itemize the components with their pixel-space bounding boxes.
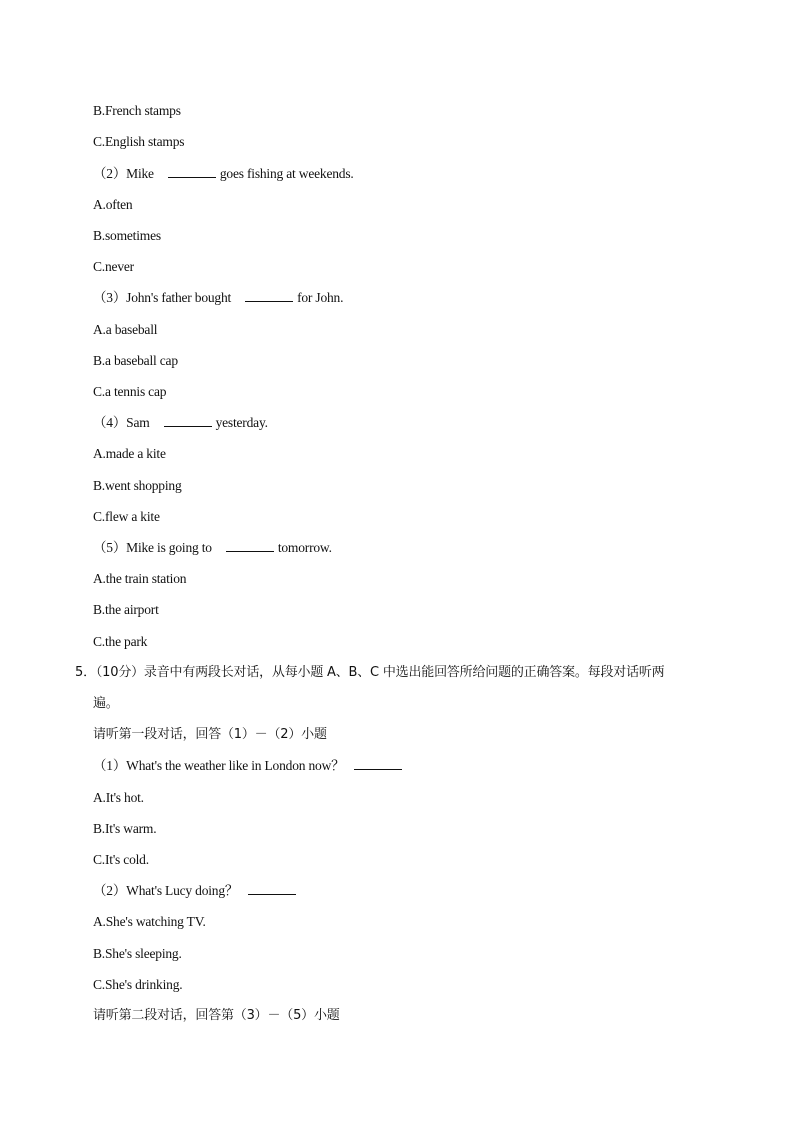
option-1b: B.French stamps [93,103,181,118]
question-2-suffix: goes fishing at weekends. [219,166,354,181]
option-1c: C.English stamps [93,134,185,149]
option-3b: B.a baseball cap [93,353,178,368]
option-4c: C.flew a kite [93,509,160,524]
answer-blank[interactable] [226,539,274,552]
dialogue-1-option-c: C.It's cold. [93,852,149,867]
dialogue-2-instruction: 请听第二段对话，回答第（3）－（5）小题 [93,1008,340,1023]
answer-blank[interactable] [164,414,212,427]
question-5-heading-continued: 遍。 [93,696,119,711]
dialogue-1-option-a: A.It's hot. [93,790,144,805]
answer-blank[interactable] [354,757,402,770]
dialogue-question-2-text: （2）What's Lucy doing？ [93,883,239,898]
option-3a: A.a baseball [93,322,158,337]
question-5-suffix: tomorrow. [277,540,332,555]
dialogue-question-1 [93,757,406,775]
answer-blank[interactable] [245,289,293,302]
question-4-suffix: yesterday. [215,415,268,430]
dialogue-question-2 [93,882,300,900]
option-5c: C.the park [93,634,148,649]
answer-blank[interactable] [248,882,296,895]
dialogue-question-1-text: （1）What's the weather like in London now？ [93,758,345,773]
option-4b: B.went shopping [93,478,182,493]
question-4 [93,414,268,432]
option-2c: C.never [93,259,134,274]
option-4a: A.made a kite [93,446,166,461]
question-5-heading: 5．（10分）录音中有两段长对话，从每小题 A、B、C 中选出能回答所给问题的正确答案。每段对话听两 [75,665,665,680]
option-2b: B.sometimes [93,228,161,243]
dialogue-2-option-a: A.She's watching TV. [93,914,206,929]
option-5b: B.the airport [93,602,159,617]
dialogue-2-option-b: B.She's sleeping. [93,946,182,961]
question-3-suffix: for John. [297,290,344,305]
question-2-prefix: （2）Mike [93,166,154,181]
question-5-prefix: （5）Mike is going to [93,540,212,555]
option-5a: A.the train station [93,571,187,586]
question-2 [93,165,354,183]
option-2a: A.often [93,197,133,212]
question-5 [93,539,332,557]
dialogue-1-option-b: B.It's warm. [93,821,157,836]
dialogue-2-option-c: C.She's drinking. [93,977,183,992]
question-3-prefix: （3）John's father bought [93,290,232,305]
option-3c: C.a tennis cap [93,384,167,399]
answer-blank[interactable] [168,165,216,178]
dialogue-1-instruction: 请听第一段对话，回答（1）－（2）小题 [93,727,327,742]
question-4-prefix: （4）Sam [93,415,150,430]
question-3 [93,289,343,307]
